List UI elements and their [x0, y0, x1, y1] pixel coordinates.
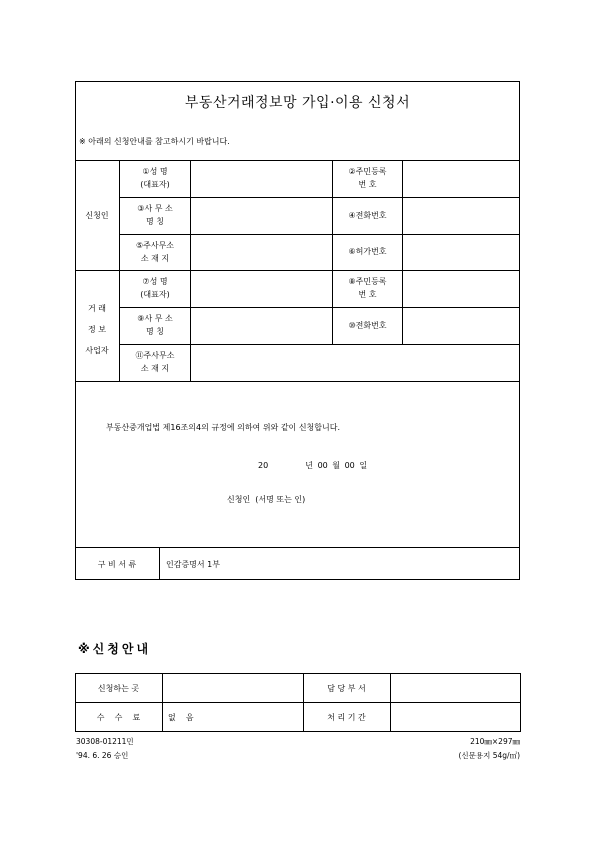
- row-divider: [75, 381, 520, 382]
- operator-name-label: ⑦성 명 (대표자): [140, 277, 170, 299]
- guide-fee-value: 없 음: [168, 713, 194, 722]
- operator-name-field[interactable]: [191, 271, 332, 307]
- applicant-rrn-field[interactable]: [403, 161, 519, 197]
- col-divider: [159, 547, 160, 580]
- guide-row-divider: [75, 702, 521, 703]
- guide-title: ※신청안내: [78, 642, 152, 656]
- signature-line[interactable]: 신청인 (서명 또는 인): [227, 495, 306, 504]
- operator-phone-label: ⑩전화번호: [348, 321, 387, 330]
- guide-col-divider: [303, 673, 304, 732]
- applicant-name-field[interactable]: [191, 161, 332, 197]
- row-divider: [75, 547, 520, 548]
- declaration-text: 부동산중개업법 제16조의4의 규정에 의하여 위와 같이 신청합니다.: [106, 423, 340, 432]
- year-unit: 년: [305, 461, 314, 470]
- operator-office-name-label: ⑨사 무 소 명 칭: [137, 314, 173, 336]
- guide-col-divider: [162, 673, 163, 732]
- date-line: [258, 460, 367, 471]
- applicant-license-label: ⑥허가번호: [348, 247, 387, 256]
- applicant-rrn-label: ②주민등록 번 호: [348, 167, 387, 189]
- applicant-phone-field[interactable]: [403, 198, 519, 234]
- col-divider: [119, 160, 120, 381]
- applicant-office-name-field[interactable]: [191, 198, 332, 234]
- applicant-group-label: 신청인: [85, 211, 109, 220]
- footer-paper: (신문용지 54g/㎡): [458, 751, 520, 760]
- guide-period-label: 처 리 기 간: [327, 713, 366, 722]
- month-value[interactable]: 00: [317, 461, 328, 470]
- footer-approval: '94. 6. 26 승인: [76, 751, 129, 760]
- operator-office-address-field[interactable]: [191, 345, 519, 381]
- day-unit: 일: [359, 461, 368, 470]
- applicant-office-address-field[interactable]: [191, 235, 332, 270]
- operator-rrn-field[interactable]: [403, 271, 519, 307]
- operator-rrn-label: ⑧주민등록 번 호: [348, 277, 387, 299]
- guide-fee-label: 수 수 료: [96, 713, 141, 722]
- applicant-office-name-label: ③사 무 소 명 칭: [137, 204, 173, 226]
- operator-phone-field[interactable]: [403, 308, 519, 344]
- footer-form-code: 30308-01211민: [76, 737, 134, 746]
- month-unit: 월: [332, 461, 341, 470]
- applicant-license-field[interactable]: [403, 235, 519, 270]
- docs-value: 인감증명서 1부: [166, 560, 221, 569]
- applicant-office-address-label: ⑤주사무소 소 재 지: [135, 241, 175, 263]
- guide-col-divider: [390, 673, 391, 732]
- applicant-name-label: ①성 명 (대표자): [140, 167, 170, 189]
- operator-group-label: 거 래 정 보 사업자: [85, 304, 109, 355]
- day-value[interactable]: 00: [344, 461, 355, 470]
- operator-office-address-label: ⑪주사무소 소 재 지: [135, 351, 175, 373]
- guide-dept-label: 담 당 부 서: [327, 684, 366, 693]
- year-prefix: 20: [258, 461, 269, 470]
- docs-label: 구 비 서 류: [97, 560, 137, 569]
- form-note: ※ 아래의 신청안내를 참고하시기 바랍니다.: [79, 137, 230, 146]
- footer-size: 210㎜×297㎜: [470, 737, 520, 746]
- applicant-phone-label: ④전화번호: [348, 211, 387, 220]
- form-title: 부동산거래정보망 가입·이용 신청서: [184, 95, 411, 111]
- operator-office-name-field[interactable]: [191, 308, 332, 344]
- guide-submit-to-label: 신청하는 곳: [97, 684, 140, 693]
